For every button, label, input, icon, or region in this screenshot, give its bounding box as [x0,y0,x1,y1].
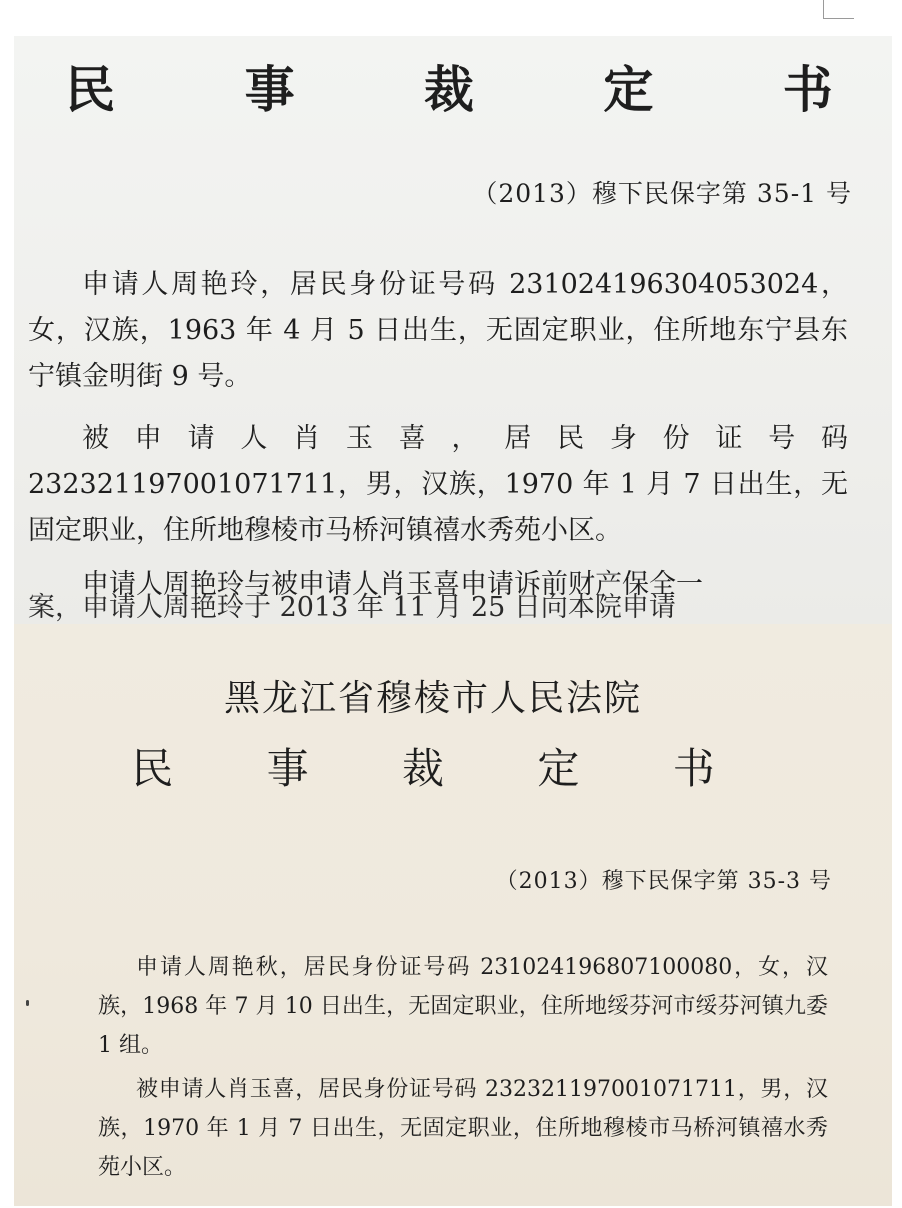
case-number: （2013）穆下民保字第 35-3 号 [495,869,832,894]
case-paragraph: 申请人周艳玲与被申请人肖玉喜申请诉前财产保全一 [82,569,703,600]
scan-speck [26,1000,29,1006]
respondent-paragraph: 被 申 请 人 肖 玉 喜 ， 居 民 身 份 证 号 码 232321197001071711，男，汉族，1970 年 1 月 7 日出生，无固定职业，住所地穆棱市马桥河镇禧水秀苑小区。 [28,423,848,546]
document-photo-top [14,36,892,624]
applicant-paragraph: 申请人周艳玲，居民身份证号码 231024196304053024，女，汉族，1963 年 4 月 5 日出生，无固定职业，住所地东宁县东宁镇金明街 9 号。 [28,269,848,392]
cut-off-line [14,592,892,624]
corner-mark [823,0,854,19]
cut-off-text: 案，申请人周艳玲于 2013 年 11 月 25 日向本院申请 [28,592,676,623]
applicant-paragraph: 申请人周艳秋，居民身份证号码 231024196807100080，女，汉族，1968 年 7 月 10 日出生，无固定职业，住所地绥芬河市绥芬河镇九委 1 组。 [98,955,828,1058]
case-number: （2013）穆下民保字第 35-1 号 [472,179,852,208]
respondent-paragraph: 被申请人肖玉喜，居民身份证号码 232321197001071711，男，汉族，1970 年 1 月 7 日出生，无固定职业，住所地穆棱市马桥河镇禧水秀苑小区。 [98,1077,828,1180]
document-photo-bottom [14,624,892,1206]
document-title: 民 事 裁 定 书 [65,60,889,119]
document-title: 民 事 裁 定 书 [131,744,755,793]
court-name: 黑龙江省穆棱市人民法院 [223,678,642,719]
